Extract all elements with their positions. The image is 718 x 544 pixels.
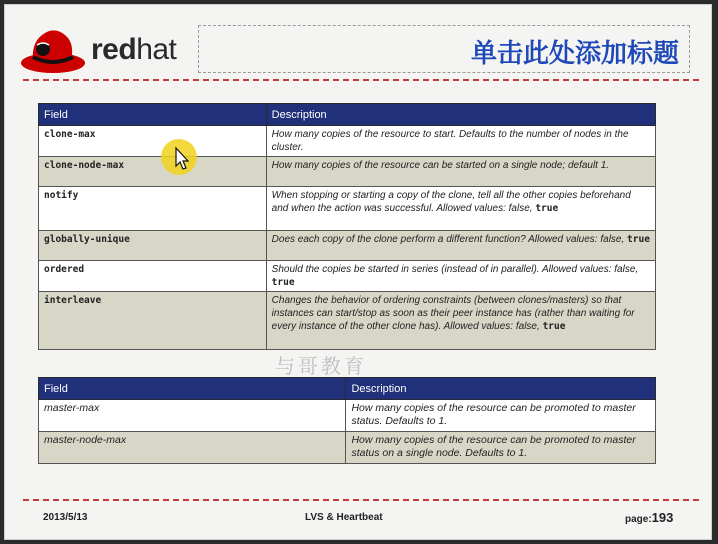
description-cell: How many copies of the resource can be promoted to master status. Defaults to 1. [346, 400, 656, 432]
table-row [39, 231, 656, 261]
top-divider [23, 79, 699, 81]
field-cell: notify [39, 187, 267, 231]
redhat-hat-icon [19, 23, 87, 75]
footer-date: 2013/5/13 [43, 512, 88, 523]
column-header-description: Description [346, 378, 656, 400]
watermark-text: 与哥教育 [275, 354, 367, 378]
description-cell: Changes the behavior of ordering constraints (between clones/masters) so that instances can start/stop as soon as their peer instance has (rather than waiting for every instance of the other clone has). Allowed values: false, true [266, 292, 655, 350]
table-row [39, 400, 656, 432]
field-cell: clone-max [39, 126, 267, 157]
table-row [39, 157, 656, 187]
master-options-table [38, 377, 656, 464]
column-header-field: Field [39, 104, 267, 126]
redhat-logo [19, 19, 195, 75]
field-cell: master-node-max [39, 432, 346, 464]
table-row [39, 292, 656, 350]
field-cell: ordered [39, 261, 267, 292]
table-row [39, 187, 656, 231]
table-row [39, 261, 656, 292]
table-header-row [39, 104, 656, 126]
table-header-row [39, 378, 656, 400]
field-cell: master-max [39, 400, 346, 432]
description-cell: How many copies of the resource can be started on a single node; default 1. [266, 157, 655, 187]
column-header-description: Description [266, 104, 655, 126]
redhat-wordmark: redhat [91, 33, 177, 66]
table-row [39, 126, 656, 157]
footer-title: LVS & Heartbeat [305, 512, 383, 523]
description-cell: How many copies of the resource to start. Defaults to the number of nodes in the cluster. [266, 126, 655, 157]
footer-page: page:193 [625, 510, 674, 525]
bottom-divider [23, 499, 699, 501]
clone-options-table [38, 103, 656, 350]
field-cell: globally-unique [39, 231, 267, 261]
mouse-cursor-icon [155, 139, 201, 179]
field-cell: clone-node-max [39, 157, 267, 187]
field-cell: interleave [39, 292, 267, 350]
description-cell: When stopping or starting a copy of the clone, tell all the other copies beforehand and when the action was successful. Allowed values: false, true [266, 187, 655, 231]
title-placeholder[interactable] [198, 25, 690, 73]
description-cell: Should the copies be started in series (instead of in parallel). Allowed values: false, true [266, 261, 655, 292]
table-row [39, 432, 656, 464]
column-header-field: Field [39, 378, 346, 400]
description-cell: How many copies of the resource can be promoted to master status on a single node. Defaults to 1. [346, 432, 656, 464]
description-cell: Does each copy of the clone perform a different function? Allowed values: false, true [266, 231, 655, 261]
slide-title: 单击此处添加标题 [470, 39, 679, 69]
slide-screen [4, 4, 712, 540]
